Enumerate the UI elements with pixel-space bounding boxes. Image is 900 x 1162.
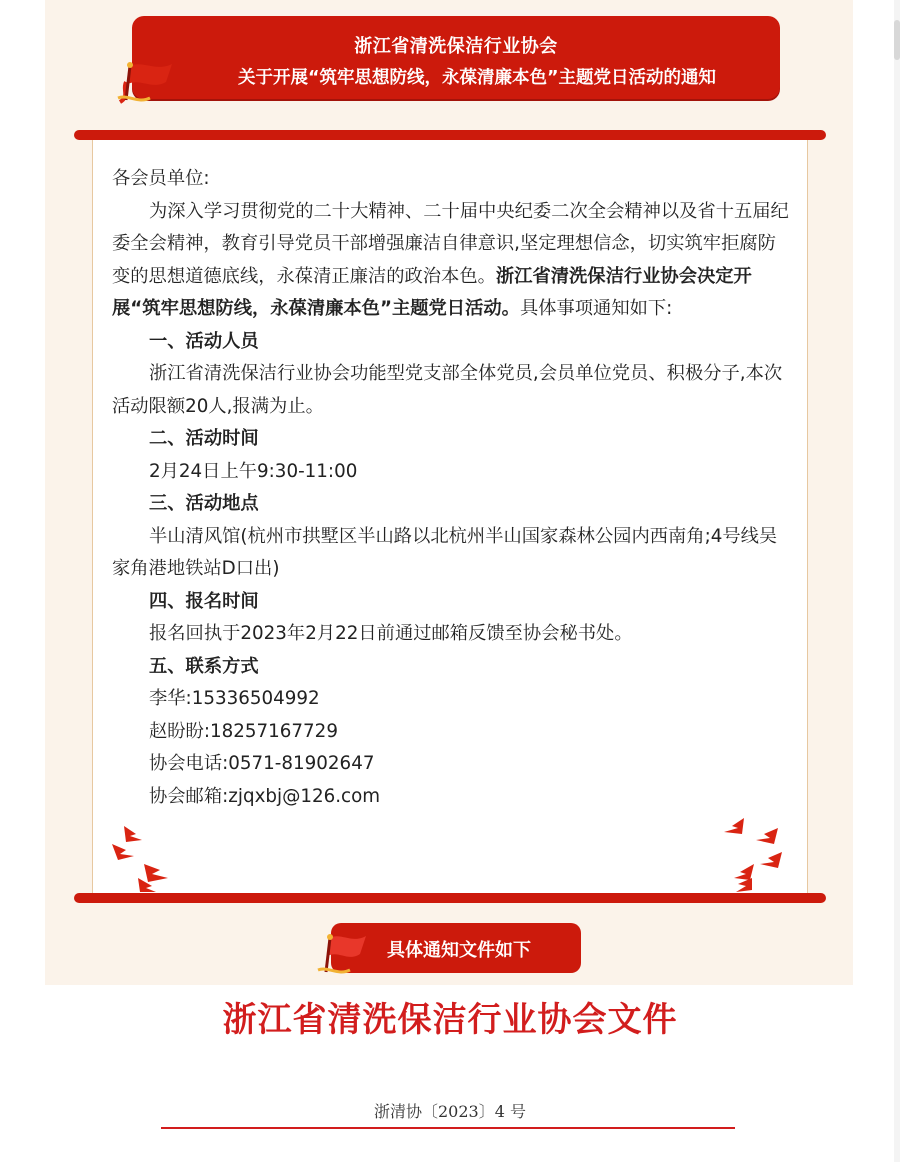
red-flag-icon [116, 60, 188, 106]
intro-bold: 浙江省清洗保洁行业协会决定开展“筑牢思想防线，永葆清廉本色”主题党日活动。 [112, 265, 752, 319]
contact-li-hua: 李华:15336504992 [149, 688, 320, 709]
sub-banner-label: 具体通知文件如下 [387, 940, 531, 961]
section-heading-personnel: 一、活动人员 [149, 330, 259, 352]
section-heading-contact: 五、联系方式 [149, 655, 259, 677]
intro-paragraph [112, 196, 792, 326]
intro-tail: 具体事项通知如下: [519, 298, 673, 319]
section-heading-time: 二、活动时间 [149, 428, 259, 449]
section-text-time: 2月24日上午9:30-11:00 [149, 460, 358, 482]
notice-body [112, 163, 792, 813]
scrollbar[interactable] [894, 0, 900, 1162]
contact-association-phone: 协会电话:0571-81902647 [149, 753, 375, 774]
flying-doves-left-icon [108, 820, 178, 894]
scrollbar-thumb[interactable] [894, 20, 900, 60]
header-title: 关于开展“筑牢思想防线，永葆清廉本色”主题党日活动的通知 [237, 68, 716, 88]
intro-plain: 为深入学习贯彻党的二十大精神、二十届中央纪委二次全会精神以及省十五届纪委全会精神，教育引导党员干部增强廉洁自律意识,坚定理想信念，切实筑牢拒腐防变的思想道德底线，永葆清正廉洁的政治本色。 [112, 200, 789, 287]
contact-zhao-panpan: 赵盼盼:18257167729 [149, 720, 338, 742]
section-heading-location: 三、活动地点 [149, 493, 259, 514]
red-flag-icon [316, 932, 380, 978]
contact-association-email: 协会邮箱:zjqxbj@126.com [149, 785, 381, 807]
document-number: 浙清协〔2023〕4 号 [374, 1102, 526, 1121]
scroll-rail-bottom [74, 893, 826, 903]
header-banner [132, 16, 780, 99]
document-red-rule [161, 1127, 735, 1129]
section-heading-registration: 四、报名时间 [149, 590, 259, 612]
section-text-registration: 报名回执于2023年2月22日前通过邮箱反馈至协会秘书处。 [149, 623, 633, 644]
scroll-rail-top [74, 130, 826, 140]
section-text-personnel: 浙江省清洗保洁行业协会功能型党支部全体党员,会员单位党员、积极分子,本次活动限额20人,报满为止。 [112, 363, 783, 417]
salutation: 各会员单位: [112, 168, 210, 189]
header-org-name: 浙江省清洗保洁行业协会 [354, 36, 558, 57]
document-header: 浙江省清洗保洁行业协会文件 [222, 1000, 678, 1040]
flying-doves-right-icon [716, 814, 790, 894]
section-text-location: 半山清风馆(杭州市拱墅区半山路以北杭州半山国家森林公园内西南角;4号线吴家角港地铁站D口出) [112, 525, 778, 579]
